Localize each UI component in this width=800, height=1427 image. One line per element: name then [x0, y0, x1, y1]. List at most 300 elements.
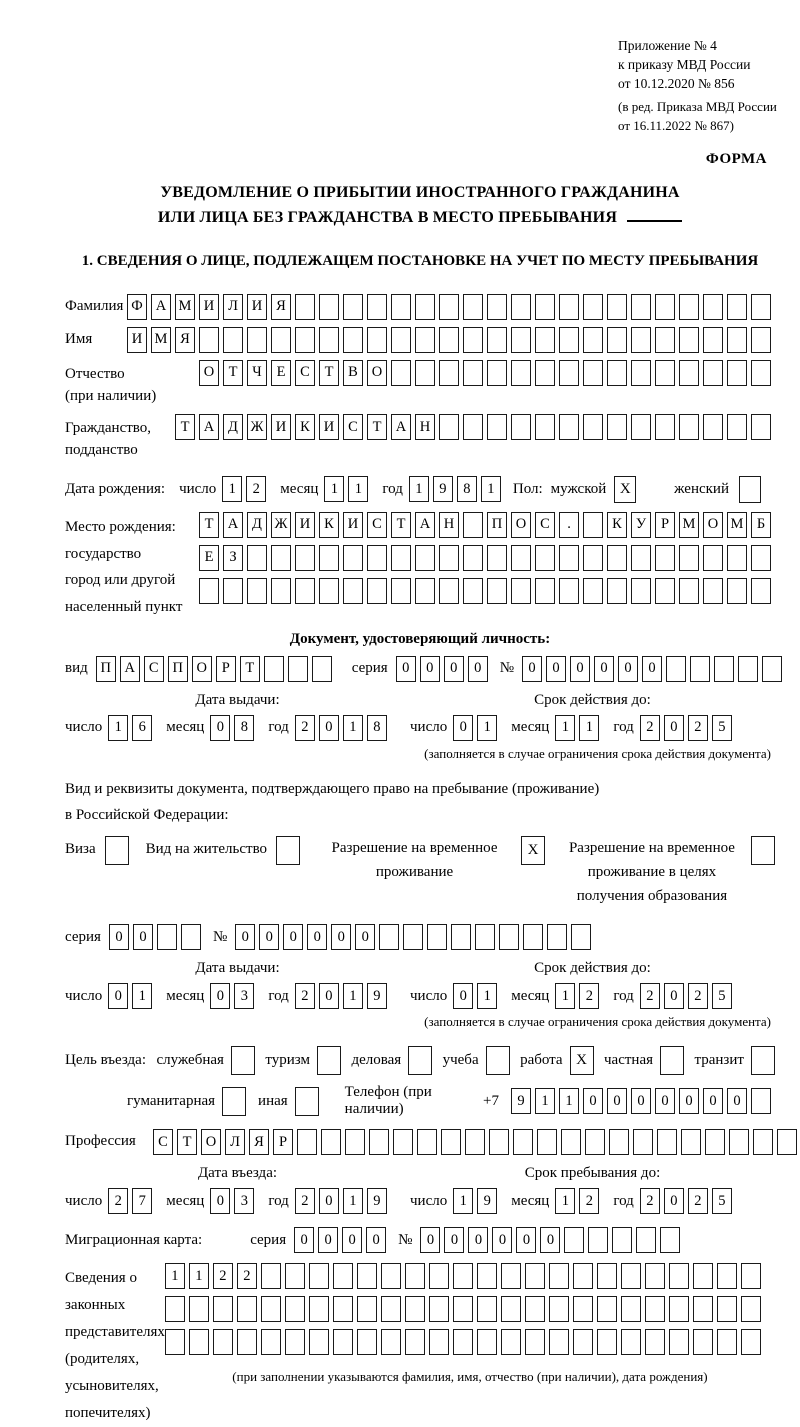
char-cell[interactable] — [525, 1329, 545, 1355]
char-cell[interactable] — [165, 1329, 185, 1355]
char-cell[interactable] — [607, 360, 627, 386]
char-cell[interactable] — [705, 1129, 725, 1155]
char-cell[interactable] — [223, 578, 243, 604]
char-cell[interactable] — [751, 545, 771, 571]
char-cell[interactable]: 0 — [319, 1188, 339, 1214]
char-cell[interactable] — [264, 656, 284, 682]
char-cell[interactable] — [561, 1129, 581, 1155]
char-cell[interactable]: 0 — [468, 1227, 488, 1253]
char-cell[interactable] — [535, 327, 555, 353]
char-cell[interactable] — [559, 327, 579, 353]
char-cell[interactable]: К — [295, 414, 315, 440]
char-cell[interactable] — [319, 327, 339, 353]
char-cell[interactable] — [487, 327, 507, 353]
char-cell[interactable]: Ж — [247, 414, 267, 440]
char-cell[interactable] — [717, 1329, 737, 1355]
char-cell[interactable] — [559, 360, 579, 386]
option-temp-residence-checkbox[interactable]: X — [521, 836, 545, 865]
char-cell[interactable] — [477, 1263, 497, 1289]
char-cell[interactable]: 1 — [555, 1188, 575, 1214]
char-cell[interactable] — [453, 1263, 473, 1289]
char-cell[interactable] — [741, 1296, 761, 1322]
char-cell[interactable] — [333, 1296, 353, 1322]
char-cell[interactable] — [535, 294, 555, 320]
char-cell[interactable] — [441, 1129, 461, 1155]
char-cell[interactable]: 0 — [366, 1227, 386, 1253]
char-cell[interactable] — [417, 1129, 437, 1155]
char-cell[interactable] — [645, 1329, 665, 1355]
char-cell[interactable]: Т — [177, 1129, 197, 1155]
char-cell[interactable]: 0 — [342, 1227, 362, 1253]
purpose-transit-checkbox[interactable] — [751, 1046, 775, 1075]
char-cell[interactable] — [465, 1129, 485, 1155]
char-cell[interactable] — [247, 578, 267, 604]
char-cell[interactable]: 0 — [522, 656, 542, 682]
char-cell[interactable]: 0 — [108, 983, 128, 1009]
char-cell[interactable]: 9 — [433, 476, 453, 502]
char-cell[interactable] — [487, 294, 507, 320]
char-cell[interactable] — [690, 656, 710, 682]
char-cell[interactable]: 2 — [640, 715, 660, 741]
char-cell[interactable] — [727, 327, 747, 353]
char-cell[interactable]: И — [319, 414, 339, 440]
char-cell[interactable] — [405, 1329, 425, 1355]
char-cell[interactable] — [501, 1296, 521, 1322]
char-cell[interactable]: Е — [271, 360, 291, 386]
char-cell[interactable]: 1 — [348, 476, 368, 502]
char-cell[interactable]: Е — [199, 545, 219, 571]
char-cell[interactable]: С — [343, 414, 363, 440]
char-cell[interactable]: 1 — [453, 1188, 473, 1214]
purpose-humanitarian-checkbox[interactable] — [222, 1087, 246, 1116]
char-cell[interactable] — [631, 327, 651, 353]
char-cell[interactable] — [333, 1329, 353, 1355]
char-cell[interactable] — [367, 294, 387, 320]
char-cell[interactable] — [477, 1296, 497, 1322]
char-cell[interactable] — [439, 545, 459, 571]
char-cell[interactable] — [655, 327, 675, 353]
char-cell[interactable]: 0 — [294, 1227, 314, 1253]
char-cell[interactable]: 2 — [237, 1263, 257, 1289]
char-cell[interactable] — [415, 294, 435, 320]
char-cell[interactable] — [343, 294, 363, 320]
char-cell[interactable] — [367, 327, 387, 353]
char-cell[interactable]: 1 — [559, 1088, 579, 1114]
char-cell[interactable]: 0 — [259, 924, 279, 950]
char-cell[interactable]: 0 — [679, 1088, 699, 1114]
char-cell[interactable] — [189, 1329, 209, 1355]
char-cell[interactable] — [583, 512, 603, 538]
char-cell[interactable] — [631, 294, 651, 320]
char-cell[interactable] — [271, 545, 291, 571]
char-cell[interactable]: Т — [319, 360, 339, 386]
char-cell[interactable]: С — [367, 512, 387, 538]
option-temp-residence-education-checkbox[interactable] — [751, 836, 775, 865]
char-cell[interactable] — [703, 545, 723, 571]
char-cell[interactable]: 0 — [319, 983, 339, 1009]
char-cell[interactable] — [199, 327, 219, 353]
char-cell[interactable] — [463, 294, 483, 320]
char-cell[interactable]: З — [223, 545, 243, 571]
char-cell[interactable] — [309, 1263, 329, 1289]
char-cell[interactable] — [295, 545, 315, 571]
char-cell[interactable]: 1 — [343, 715, 363, 741]
char-cell[interactable]: Н — [415, 414, 435, 440]
char-cell[interactable] — [717, 1296, 737, 1322]
char-cell[interactable]: О — [201, 1129, 221, 1155]
char-cell[interactable] — [309, 1329, 329, 1355]
char-cell[interactable]: 8 — [457, 476, 477, 502]
char-cell[interactable] — [463, 414, 483, 440]
char-cell[interactable]: И — [199, 294, 219, 320]
purpose-private-checkbox[interactable] — [660, 1046, 684, 1075]
option-residence-permit-checkbox[interactable] — [276, 836, 300, 865]
char-cell[interactable]: Я — [175, 327, 195, 353]
char-cell[interactable]: Ч — [247, 360, 267, 386]
char-cell[interactable] — [369, 1129, 389, 1155]
char-cell[interactable] — [535, 360, 555, 386]
char-cell[interactable] — [583, 294, 603, 320]
char-cell[interactable]: 0 — [642, 656, 662, 682]
char-cell[interactable]: О — [199, 360, 219, 386]
char-cell[interactable]: 0 — [420, 1227, 440, 1253]
char-cell[interactable] — [223, 327, 243, 353]
char-cell[interactable]: К — [607, 512, 627, 538]
char-cell[interactable] — [189, 1296, 209, 1322]
char-cell[interactable] — [415, 327, 435, 353]
char-cell[interactable]: 9 — [511, 1088, 531, 1114]
char-cell[interactable] — [645, 1296, 665, 1322]
char-cell[interactable] — [607, 578, 627, 604]
char-cell[interactable] — [463, 545, 483, 571]
char-cell[interactable]: 9 — [477, 1188, 497, 1214]
char-cell[interactable] — [777, 1129, 797, 1155]
char-cell[interactable] — [487, 414, 507, 440]
char-cell[interactable] — [475, 924, 495, 950]
char-cell[interactable]: 0 — [109, 924, 129, 950]
char-cell[interactable]: 9 — [367, 983, 387, 1009]
char-cell[interactable] — [487, 545, 507, 571]
char-cell[interactable]: 2 — [295, 1188, 315, 1214]
char-cell[interactable]: Ж — [271, 512, 291, 538]
char-cell[interactable]: 8 — [367, 715, 387, 741]
char-cell[interactable]: . — [559, 512, 579, 538]
char-cell[interactable] — [669, 1296, 689, 1322]
char-cell[interactable] — [583, 414, 603, 440]
char-cell[interactable]: А — [199, 414, 219, 440]
char-cell[interactable] — [237, 1296, 257, 1322]
char-cell[interactable] — [655, 578, 675, 604]
char-cell[interactable] — [609, 1129, 629, 1155]
char-cell[interactable]: 2 — [108, 1188, 128, 1214]
char-cell[interactable] — [415, 545, 435, 571]
char-cell[interactable]: 1 — [108, 715, 128, 741]
char-cell[interactable] — [439, 294, 459, 320]
char-cell[interactable]: Д — [247, 512, 267, 538]
char-cell[interactable] — [391, 545, 411, 571]
purpose-business-checkbox[interactable] — [408, 1046, 432, 1075]
char-cell[interactable]: 0 — [133, 924, 153, 950]
char-cell[interactable]: 0 — [468, 656, 488, 682]
char-cell[interactable] — [621, 1329, 641, 1355]
char-cell[interactable] — [655, 545, 675, 571]
char-cell[interactable] — [573, 1329, 593, 1355]
char-cell[interactable] — [381, 1296, 401, 1322]
purpose-study-checkbox[interactable] — [486, 1046, 510, 1075]
char-cell[interactable]: 0 — [631, 1088, 651, 1114]
char-cell[interactable] — [525, 1263, 545, 1289]
char-cell[interactable] — [403, 924, 423, 950]
char-cell[interactable] — [693, 1263, 713, 1289]
char-cell[interactable] — [261, 1296, 281, 1322]
char-cell[interactable]: И — [271, 414, 291, 440]
char-cell[interactable] — [319, 545, 339, 571]
char-cell[interactable] — [261, 1263, 281, 1289]
char-cell[interactable]: М — [151, 327, 171, 353]
char-cell[interactable] — [631, 578, 651, 604]
char-cell[interactable] — [657, 1129, 677, 1155]
char-cell[interactable] — [679, 545, 699, 571]
char-cell[interactable] — [681, 1129, 701, 1155]
char-cell[interactable]: Б — [751, 512, 771, 538]
char-cell[interactable] — [751, 360, 771, 386]
char-cell[interactable] — [703, 327, 723, 353]
char-cell[interactable] — [513, 1129, 533, 1155]
char-cell[interactable]: 2 — [295, 983, 315, 1009]
char-cell[interactable]: С — [144, 656, 164, 682]
char-cell[interactable] — [655, 414, 675, 440]
char-cell[interactable] — [271, 578, 291, 604]
char-cell[interactable] — [679, 294, 699, 320]
char-cell[interactable] — [511, 360, 531, 386]
char-cell[interactable]: О — [511, 512, 531, 538]
char-cell[interactable] — [345, 1129, 365, 1155]
char-cell[interactable] — [607, 327, 627, 353]
char-cell[interactable]: 0 — [664, 1188, 684, 1214]
char-cell[interactable] — [405, 1263, 425, 1289]
char-cell[interactable] — [511, 414, 531, 440]
char-cell[interactable] — [633, 1129, 653, 1155]
char-cell[interactable]: 0 — [664, 715, 684, 741]
sex-female-checkbox[interactable] — [739, 476, 761, 503]
char-cell[interactable]: 7 — [132, 1188, 152, 1214]
char-cell[interactable]: 0 — [444, 656, 464, 682]
char-cell[interactable]: 1 — [189, 1263, 209, 1289]
char-cell[interactable] — [573, 1263, 593, 1289]
char-cell[interactable] — [535, 578, 555, 604]
char-cell[interactable]: 1 — [579, 715, 599, 741]
char-cell[interactable] — [379, 924, 399, 950]
char-cell[interactable]: М — [727, 512, 747, 538]
char-cell[interactable] — [391, 327, 411, 353]
char-cell[interactable] — [751, 414, 771, 440]
char-cell[interactable]: 2 — [579, 983, 599, 1009]
char-cell[interactable] — [751, 578, 771, 604]
char-cell[interactable] — [703, 414, 723, 440]
char-cell[interactable] — [309, 1296, 329, 1322]
char-cell[interactable] — [427, 924, 447, 950]
char-cell[interactable] — [693, 1296, 713, 1322]
char-cell[interactable] — [405, 1296, 425, 1322]
char-cell[interactable] — [319, 578, 339, 604]
char-cell[interactable] — [285, 1263, 305, 1289]
char-cell[interactable] — [429, 1329, 449, 1355]
char-cell[interactable] — [321, 1129, 341, 1155]
char-cell[interactable] — [357, 1329, 377, 1355]
char-cell[interactable] — [237, 1329, 257, 1355]
char-cell[interactable] — [655, 294, 675, 320]
char-cell[interactable]: 2 — [688, 715, 708, 741]
char-cell[interactable]: С — [153, 1129, 173, 1155]
char-cell[interactable] — [751, 294, 771, 320]
char-cell[interactable]: С — [295, 360, 315, 386]
char-cell[interactable]: П — [487, 512, 507, 538]
char-cell[interactable] — [295, 578, 315, 604]
char-cell[interactable] — [511, 578, 531, 604]
char-cell[interactable]: 0 — [655, 1088, 675, 1114]
char-cell[interactable]: 0 — [583, 1088, 603, 1114]
char-cell[interactable] — [463, 578, 483, 604]
char-cell[interactable]: 0 — [283, 924, 303, 950]
char-cell[interactable]: 0 — [540, 1227, 560, 1253]
char-cell[interactable]: 1 — [409, 476, 429, 502]
char-cell[interactable] — [523, 924, 543, 950]
char-cell[interactable] — [247, 327, 267, 353]
char-cell[interactable]: 5 — [712, 1188, 732, 1214]
char-cell[interactable] — [753, 1129, 773, 1155]
char-cell[interactable] — [703, 294, 723, 320]
char-cell[interactable] — [453, 1329, 473, 1355]
char-cell[interactable] — [535, 414, 555, 440]
char-cell[interactable]: П — [96, 656, 116, 682]
char-cell[interactable] — [703, 578, 723, 604]
char-cell[interactable]: 0 — [210, 715, 230, 741]
char-cell[interactable] — [535, 545, 555, 571]
char-cell[interactable] — [741, 1263, 761, 1289]
char-cell[interactable] — [537, 1129, 557, 1155]
char-cell[interactable] — [511, 327, 531, 353]
char-cell[interactable] — [547, 924, 567, 950]
char-cell[interactable] — [463, 327, 483, 353]
char-cell[interactable]: Т — [240, 656, 260, 682]
char-cell[interactable] — [319, 294, 339, 320]
char-cell[interactable] — [213, 1296, 233, 1322]
char-cell[interactable]: 2 — [246, 476, 266, 502]
char-cell[interactable] — [631, 545, 651, 571]
char-cell[interactable] — [655, 360, 675, 386]
char-cell[interactable] — [666, 656, 686, 682]
char-cell[interactable]: С — [535, 512, 555, 538]
char-cell[interactable] — [679, 360, 699, 386]
char-cell[interactable]: 1 — [477, 715, 497, 741]
char-cell[interactable] — [727, 360, 747, 386]
char-cell[interactable] — [621, 1296, 641, 1322]
char-cell[interactable]: А — [120, 656, 140, 682]
char-cell[interactable]: А — [223, 512, 243, 538]
char-cell[interactable]: 1 — [324, 476, 344, 502]
option-visa-checkbox[interactable] — [105, 836, 129, 865]
char-cell[interactable]: 0 — [210, 983, 230, 1009]
char-cell[interactable] — [451, 924, 471, 950]
char-cell[interactable] — [693, 1329, 713, 1355]
char-cell[interactable] — [717, 1263, 737, 1289]
char-cell[interactable] — [213, 1329, 233, 1355]
char-cell[interactable]: 1 — [165, 1263, 185, 1289]
char-cell[interactable]: 5 — [712, 983, 732, 1009]
char-cell[interactable]: 0 — [420, 656, 440, 682]
char-cell[interactable] — [583, 360, 603, 386]
char-cell[interactable] — [391, 294, 411, 320]
char-cell[interactable] — [333, 1263, 353, 1289]
char-cell[interactable] — [588, 1227, 608, 1253]
char-cell[interactable] — [295, 294, 315, 320]
char-cell[interactable] — [357, 1263, 377, 1289]
char-cell[interactable] — [585, 1129, 605, 1155]
char-cell[interactable]: Д — [223, 414, 243, 440]
char-cell[interactable] — [343, 578, 363, 604]
char-cell[interactable] — [621, 1263, 641, 1289]
char-cell[interactable] — [393, 1129, 413, 1155]
char-cell[interactable] — [247, 545, 267, 571]
char-cell[interactable]: Т — [175, 414, 195, 440]
char-cell[interactable]: А — [415, 512, 435, 538]
char-cell[interactable] — [559, 294, 579, 320]
char-cell[interactable] — [607, 414, 627, 440]
char-cell[interactable]: М — [175, 294, 195, 320]
char-cell[interactable] — [453, 1296, 473, 1322]
char-cell[interactable] — [295, 327, 315, 353]
char-cell[interactable]: Н — [439, 512, 459, 538]
purpose-tourism-checkbox[interactable] — [317, 1046, 341, 1075]
char-cell[interactable]: 0 — [319, 715, 339, 741]
char-cell[interactable] — [391, 578, 411, 604]
char-cell[interactable] — [631, 360, 651, 386]
char-cell[interactable] — [477, 1329, 497, 1355]
char-cell[interactable]: К — [319, 512, 339, 538]
char-cell[interactable]: 1 — [555, 983, 575, 1009]
char-cell[interactable] — [573, 1296, 593, 1322]
char-cell[interactable]: А — [151, 294, 171, 320]
char-cell[interactable] — [489, 1129, 509, 1155]
char-cell[interactable]: Т — [199, 512, 219, 538]
char-cell[interactable] — [463, 360, 483, 386]
char-cell[interactable] — [271, 327, 291, 353]
char-cell[interactable] — [597, 1329, 617, 1355]
char-cell[interactable] — [714, 656, 734, 682]
char-cell[interactable] — [607, 294, 627, 320]
char-cell[interactable]: 0 — [516, 1227, 536, 1253]
char-cell[interactable]: 0 — [618, 656, 638, 682]
char-cell[interactable] — [415, 360, 435, 386]
char-cell[interactable] — [559, 545, 579, 571]
char-cell[interactable]: 1 — [535, 1088, 555, 1114]
char-cell[interactable] — [343, 545, 363, 571]
char-cell[interactable] — [727, 294, 747, 320]
char-cell[interactable]: 0 — [396, 656, 416, 682]
char-cell[interactable] — [165, 1296, 185, 1322]
char-cell[interactable] — [549, 1329, 569, 1355]
char-cell[interactable] — [499, 924, 519, 950]
char-cell[interactable] — [738, 656, 758, 682]
char-cell[interactable]: 0 — [607, 1088, 627, 1114]
char-cell[interactable] — [381, 1329, 401, 1355]
char-cell[interactable] — [729, 1129, 749, 1155]
char-cell[interactable]: В — [343, 360, 363, 386]
char-cell[interactable]: 0 — [594, 656, 614, 682]
char-cell[interactable] — [549, 1296, 569, 1322]
char-cell[interactable] — [607, 545, 627, 571]
char-cell[interactable] — [312, 656, 332, 682]
